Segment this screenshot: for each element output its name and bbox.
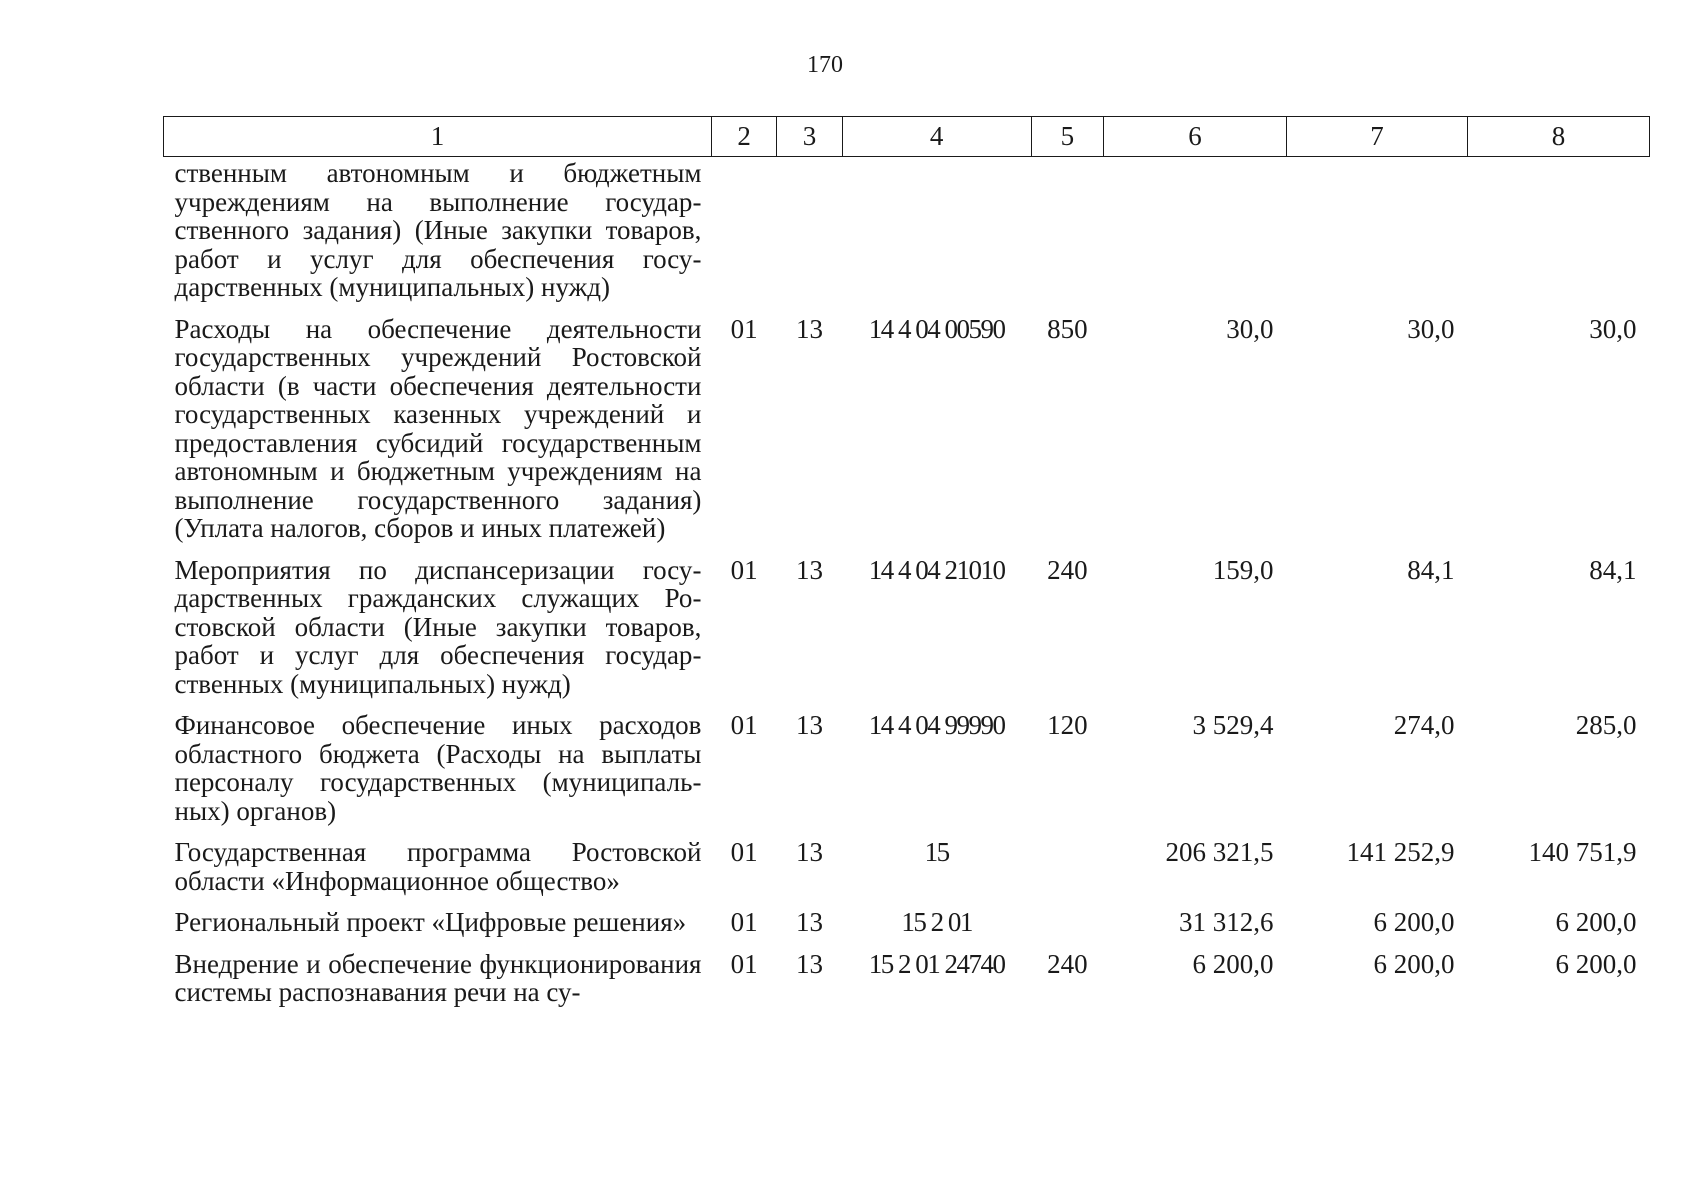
row-pr: 13 <box>795 837 823 867</box>
column-header-8: 8 <box>1467 117 1649 157</box>
row-vr <box>1031 157 1103 315</box>
column-header-7: 7 <box>1287 117 1468 157</box>
row-vr <box>1031 838 1103 908</box>
row-amount-col7: 30,0 <box>1407 313 1455 344</box>
row-csr: 15 <box>924 837 949 867</box>
row-rz <box>711 157 776 315</box>
row-pr: 13 <box>795 554 823 585</box>
table-row <box>164 556 1650 712</box>
row-csr: 14 4 04 99990 <box>868 710 1005 740</box>
row-rz: 01 <box>730 907 758 937</box>
column-header-3: 3 <box>777 117 842 157</box>
row-pr: 13 <box>795 710 823 740</box>
row-amount-col8: 84,1 <box>1589 554 1637 585</box>
row-csr <box>842 157 1031 315</box>
row-amount-col7: 141 252,9 <box>1346 837 1455 867</box>
row-description: Государственная программа Ростовской области «Информационное общество» <box>174 837 702 896</box>
row-amount-col8: 6 200,0 <box>1555 907 1637 937</box>
row-rz: 01 <box>730 554 758 585</box>
row-csr: 14 4 04 00590 <box>868 313 1005 344</box>
row-amount-col6: 159,0 <box>1212 554 1274 585</box>
row-amount-col8: 6 200,0 <box>1555 948 1637 979</box>
row-amount-col7: 84,1 <box>1407 554 1455 585</box>
row-csr: 15 2 01 24740 <box>868 948 1005 979</box>
row-amount-col6: 30,0 <box>1226 313 1274 344</box>
row-amount-col6: 31 312,6 <box>1179 907 1274 937</box>
table-row <box>164 157 1650 315</box>
row-vr <box>1031 908 1103 950</box>
row-rz: 01 <box>730 710 758 740</box>
row-description: Расходы на обеспечение деятельности государственных учреждений Ростовской области (в части обеспечения деятельности государственных казенных учреждений и предоставления субсидий государственным автономным и бюджетным учреждениям на выполнение государственного задания) (Уплата налогов, сборов и иных платежей) <box>174 313 702 543</box>
row-amount-col6: 206 321,5 <box>1165 837 1274 867</box>
row-csr: 15 2 01 <box>901 907 972 937</box>
row-description: ственным автономным и бюджетным учреждениям на выполнение государственного задания) (Иные закупки товаров, работ и услуг для обеспечения государственных (муниципальных) нужд) <box>174 158 702 302</box>
row-vr: 240 <box>1047 554 1088 585</box>
row-vr: 850 <box>1047 313 1088 344</box>
table-row <box>164 950 1650 1020</box>
table-body <box>164 157 1650 1020</box>
row-rz: 01 <box>730 948 758 979</box>
row-rz: 01 <box>730 837 758 867</box>
row-amount-col6: 6 200,0 <box>1192 948 1274 979</box>
column-header-4: 4 <box>842 117 1031 157</box>
row-pr: 13 <box>795 907 823 937</box>
row-rz: 01 <box>730 313 758 344</box>
row-amount-col6 <box>1104 157 1287 315</box>
row-vr: 120 <box>1047 710 1088 740</box>
column-header-2: 2 <box>711 117 776 157</box>
row-amount-col7 <box>1287 157 1468 315</box>
row-pr: 13 <box>795 948 823 979</box>
row-description: Мероприятия по диспансеризации государственных гражданских служащих Ростовской области (Иные закупки товаров, работ и услуг для обеспечения государственных (муниципальных) нужд) <box>174 554 702 699</box>
row-amount-col8 <box>1467 157 1649 315</box>
row-description: Региональный проект «Цифровые решения» <box>174 907 687 937</box>
row-amount-col8: 140 751,9 <box>1528 837 1637 867</box>
table-row <box>164 838 1650 908</box>
row-amount-col8: 285,0 <box>1575 710 1637 740</box>
row-amount-col6: 3 529,4 <box>1192 710 1274 740</box>
table-row <box>164 711 1650 838</box>
table-row <box>164 908 1650 950</box>
row-amount-col7: 6 200,0 <box>1373 907 1455 937</box>
column-header-1: 1 <box>164 117 712 157</box>
row-amount-col8: 30,0 <box>1589 313 1637 344</box>
table-row <box>164 315 1650 556</box>
row-pr <box>777 157 842 315</box>
row-amount-col7: 6 200,0 <box>1373 948 1455 979</box>
row-vr: 240 <box>1047 948 1088 979</box>
row-description: Финансовое обеспечение иных расходов областного бюджета (Расходы на выплаты персоналу государственных (муниципальных) органов) <box>174 710 702 826</box>
column-header-6: 6 <box>1104 117 1287 157</box>
header-row <box>164 117 1650 157</box>
row-amount-col7: 274,0 <box>1393 710 1455 740</box>
page-number: 170 <box>807 52 843 78</box>
row-pr: 13 <box>795 313 823 344</box>
column-header-5: 5 <box>1031 117 1103 157</box>
row-description: Внедрение и обеспечение функционирования системы распознавания речи на су- <box>174 948 702 1007</box>
table-header <box>164 117 1650 157</box>
row-csr: 14 4 04 21010 <box>868 554 1005 585</box>
budget-table <box>163 116 1650 1020</box>
